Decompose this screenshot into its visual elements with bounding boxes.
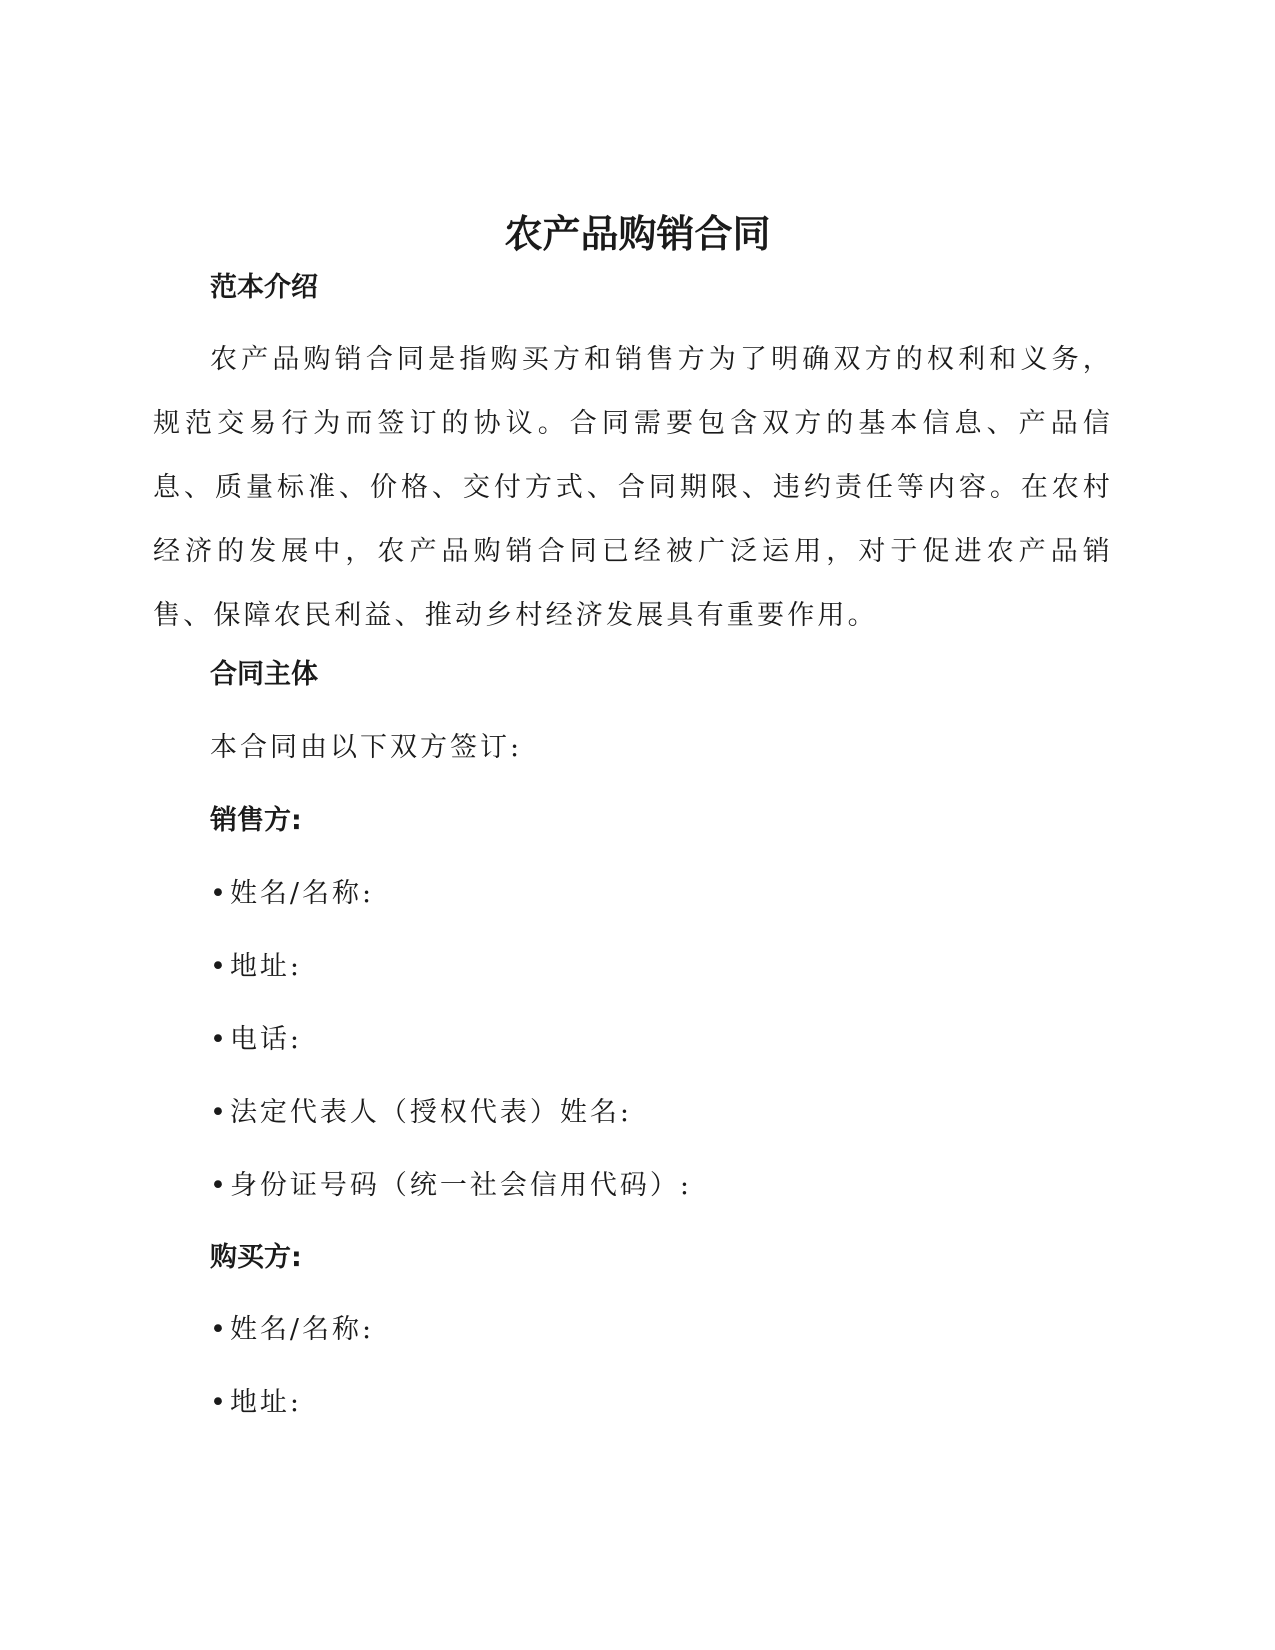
bullet-icon: •	[210, 1387, 226, 1418]
seller-field-id-number: • 身份证号码（统一社会信用代码）:	[210, 1170, 693, 1201]
intro-paragraph: 农产品购销合同是指购买方和销售方为了明确双方的权利和义务，规范交易行为而签订的协议。合同需要包含双方的基本信息、产品信息、质量标准、价格、交付方式、合同期限、违约责任等内容。在农村经济的发展中，农产品购销合同已经被广泛运用，对于促进农产品销售、保障农民利益、推动乡村经济发展具有重要作用。	[153, 344, 1113, 631]
document-title: 农产品购销合同	[504, 212, 771, 256]
section-heading-parties: 合同主体	[210, 659, 318, 690]
seller-label: 销售方:	[210, 805, 302, 836]
buyer-field-name: • 姓名/名称:	[210, 1314, 375, 1345]
bullet-icon: •	[210, 951, 226, 982]
seller-field-representative: • 法定代表人（授权代表）姓名:	[210, 1097, 633, 1128]
seller-field-phone: • 电话:	[210, 1024, 303, 1055]
seller-field-address: • 地址:	[210, 951, 303, 982]
buyer-field-address: • 地址:	[210, 1387, 303, 1418]
bullet-icon: •	[210, 1097, 226, 1128]
seller-field-name: • 姓名/名称:	[210, 878, 375, 909]
bullet-icon: •	[210, 1024, 226, 1055]
bullet-icon: •	[210, 1170, 226, 1201]
buyer-label: 购买方:	[210, 1242, 302, 1273]
bullet-icon: •	[210, 1314, 226, 1345]
bullet-icon: •	[210, 878, 226, 909]
section-heading-intro: 范本介绍	[210, 272, 318, 303]
parties-intro: 本合同由以下双方签订:	[210, 732, 523, 763]
